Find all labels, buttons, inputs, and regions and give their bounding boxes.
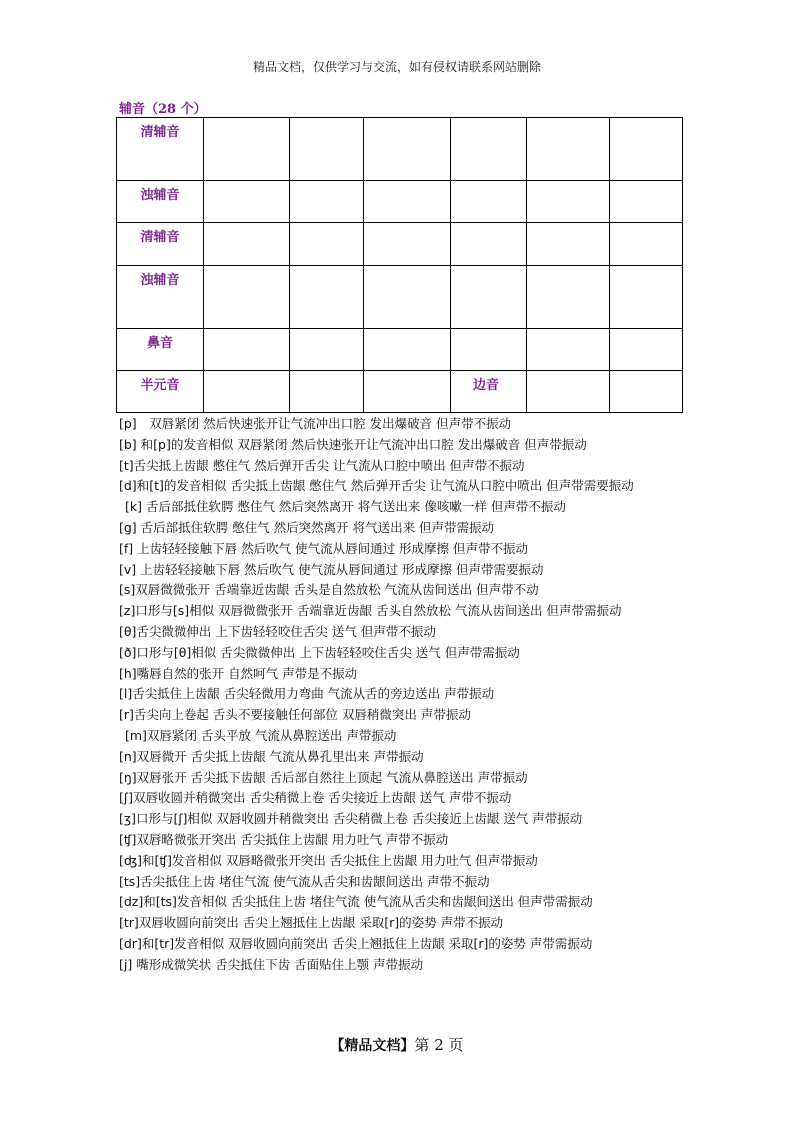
table-cell	[364, 118, 451, 181]
table-cell	[290, 118, 364, 181]
table-cell	[290, 371, 364, 413]
row-label: 清辅音	[117, 223, 204, 266]
table-cell	[527, 371, 610, 413]
table-cell	[610, 329, 683, 371]
table-cell	[290, 223, 364, 266]
table-cell	[527, 118, 610, 181]
table-row	[117, 371, 683, 413]
table-cell	[610, 266, 683, 329]
note-line: [s]双唇微微张开 舌端靠近齿龈 舌头是自然放松 气流从齿间送出 但声带不动	[119, 582, 539, 598]
note-line: [tr]双唇收圆向前突出 舌尖上翘抵住上齿龈 采取[r]的姿势 声带不振动	[119, 915, 504, 931]
table-cell	[451, 329, 527, 371]
row-label: 鼻音	[117, 329, 204, 371]
page-footer	[0, 1034, 794, 1055]
note-line: [p] 双唇紧闭 然后快速张开让气流冲出口腔 发出爆破音 但声带不振动	[119, 416, 512, 431]
table-cell	[204, 223, 290, 266]
row-label: 清辅音	[117, 118, 204, 181]
table-cell	[527, 329, 610, 371]
table-cell	[364, 223, 451, 266]
table-row	[117, 223, 683, 266]
table-cell	[204, 371, 290, 413]
table-cell	[451, 266, 527, 329]
table-cell	[364, 371, 451, 413]
note-line: [t]舌尖抵上齿龈 憋住气 然后弹开舌尖 让气流从口腔中喷出 但声带不振动	[119, 457, 525, 473]
note-line: [ŋ]双唇张开 舌尖抵下齿龈 舌后部自然往上顶起 气流从鼻腔送出 声带振动	[119, 769, 528, 785]
page-header: 精品文档，仅供学习与交流，如有侵权请联系网站删除	[252, 60, 541, 74]
note-line: [ʧ]双唇略微张开突出 舌尖抵住上齿龈 用力吐气 声带不振动	[119, 831, 449, 847]
note-line: [f] 上齿轻轻接触下唇 然后吹气 使气流从唇间通过 形成摩擦 但声带不振动	[119, 540, 529, 556]
table-cell	[610, 118, 683, 181]
page-number: 2	[434, 1036, 444, 1054]
note-line: [h]嘴唇自然的张开 自然呵气 声带是不振动	[119, 665, 358, 681]
table-cell	[204, 118, 290, 181]
note-line: [g] 舌后部抵住软腭 憋住气 然后突然离开 将气送出来 但声带需振动	[119, 519, 495, 535]
table-row	[117, 266, 683, 329]
table-cell	[451, 118, 527, 181]
pronunciation-notes	[119, 414, 689, 976]
table-row	[117, 329, 683, 371]
table-cell	[204, 329, 290, 371]
table-cell	[290, 181, 364, 223]
table-cell	[610, 371, 683, 413]
table-cell	[527, 223, 610, 266]
note-line: [ʒ]口形与[ʃ]相似 双唇收圆并稍微突出 舌尖稍微上卷 舌尖接近上齿龈 送气 声带振动	[119, 811, 583, 827]
note-line: [l]舌尖抵住上齿龈 舌尖轻微用力弯曲 气流从舌的旁边送出 声带振动	[119, 686, 495, 702]
table-cell	[290, 266, 364, 329]
note-line: [ʃ]双唇收圆并稍微突出 舌尖稍微上卷 舌尖接近上齿龈 送气 声带不振动	[119, 790, 512, 806]
note-line: [d]和[t]的发音相似 舌尖抵上齿龈 憋住气 然后弹开舌尖 让气流从口腔中喷出 但声带需要振动	[119, 478, 634, 494]
page-suffix: 页	[448, 1036, 464, 1054]
note-line: [j] 嘴形成微笑状 舌尖抵住下齿 舌面贴住上颚 声带振动	[119, 956, 424, 972]
note-line: [k] 舌后部抵住软腭 憋住气 然后突然离开 将气送出来 像咳嗽一样 但声带不振动	[125, 499, 566, 515]
row-label: 浊辅音	[117, 181, 204, 223]
table-cell	[204, 266, 290, 329]
consonant-table	[116, 117, 683, 413]
row-label: 浊辅音	[117, 266, 204, 329]
row-label-secondary: 边音	[451, 371, 527, 413]
note-line: [ð]口形与[θ]相似 舌尖微微伸出 上下齿轻轻咬住舌尖 送气 但声带需振动	[119, 644, 520, 660]
note-line: [v] 上齿轻轻接触下唇 然后吹气 使气流从唇间通过 形成摩擦 但声带需要振动	[119, 561, 544, 577]
section-title: 辅音（28 个）	[119, 102, 207, 117]
footer-tag: 【精品文档】	[330, 1038, 415, 1054]
table-row	[117, 181, 683, 223]
table-row	[117, 118, 683, 181]
note-line: [dr]和[tr]发音相似 双唇收圆向前突出 舌尖上翘抵住上齿龈 采取[r]的姿势 声带需振动	[119, 935, 593, 951]
note-line: [b] 和[p]的发音相似 双唇紧闭 然后快速张开让气流冲出口腔 发出爆破音 但声带振动	[119, 436, 587, 452]
table-cell	[364, 329, 451, 371]
row-label: 半元音	[117, 371, 204, 413]
note-line: [dz]和[ts]发音相似 舌尖抵住上齿 堵住气流 使气流从舌尖和齿龈间送出 但声带需振动	[119, 894, 593, 910]
table-cell	[527, 266, 610, 329]
table-cell	[451, 223, 527, 266]
table-cell	[527, 181, 610, 223]
table-cell	[610, 223, 683, 266]
page-prefix: 第	[414, 1036, 430, 1054]
table-cell	[204, 181, 290, 223]
note-line: [n]双唇微开 舌尖抵上齿龈 气流从鼻孔里出来 声带振动	[119, 748, 424, 764]
note-line: [r]舌尖向上卷起 舌头不要接触任何部位 双唇稍微突出 声带振动	[119, 707, 471, 723]
note-line: [m]双唇紧闭 舌头平放 气流从鼻腔送出 声带振动	[125, 727, 397, 743]
note-line: [z]口形与[s]相似 双唇微微张开 舌端靠近齿龈 舌头自然放松 气流从齿间送出 但声带需振动	[119, 603, 622, 619]
note-line: [ʤ]和[ʧ]发音相似 双唇略微张开突出 舌尖抵住上齿龈 用力吐气 但声带振动	[119, 852, 538, 868]
note-line: [ts]舌尖抵住上齿 堵住气流 使气流从舌尖和齿龈间送出 声带不振动	[119, 873, 490, 889]
table-cell	[290, 329, 364, 371]
table-cell	[364, 266, 451, 329]
table-cell	[451, 181, 527, 223]
table-cell	[610, 181, 683, 223]
table-cell	[364, 181, 451, 223]
note-line: [θ]舌尖微微伸出 上下齿轻轻咬住舌尖 送气 但声带不振动	[119, 623, 436, 639]
